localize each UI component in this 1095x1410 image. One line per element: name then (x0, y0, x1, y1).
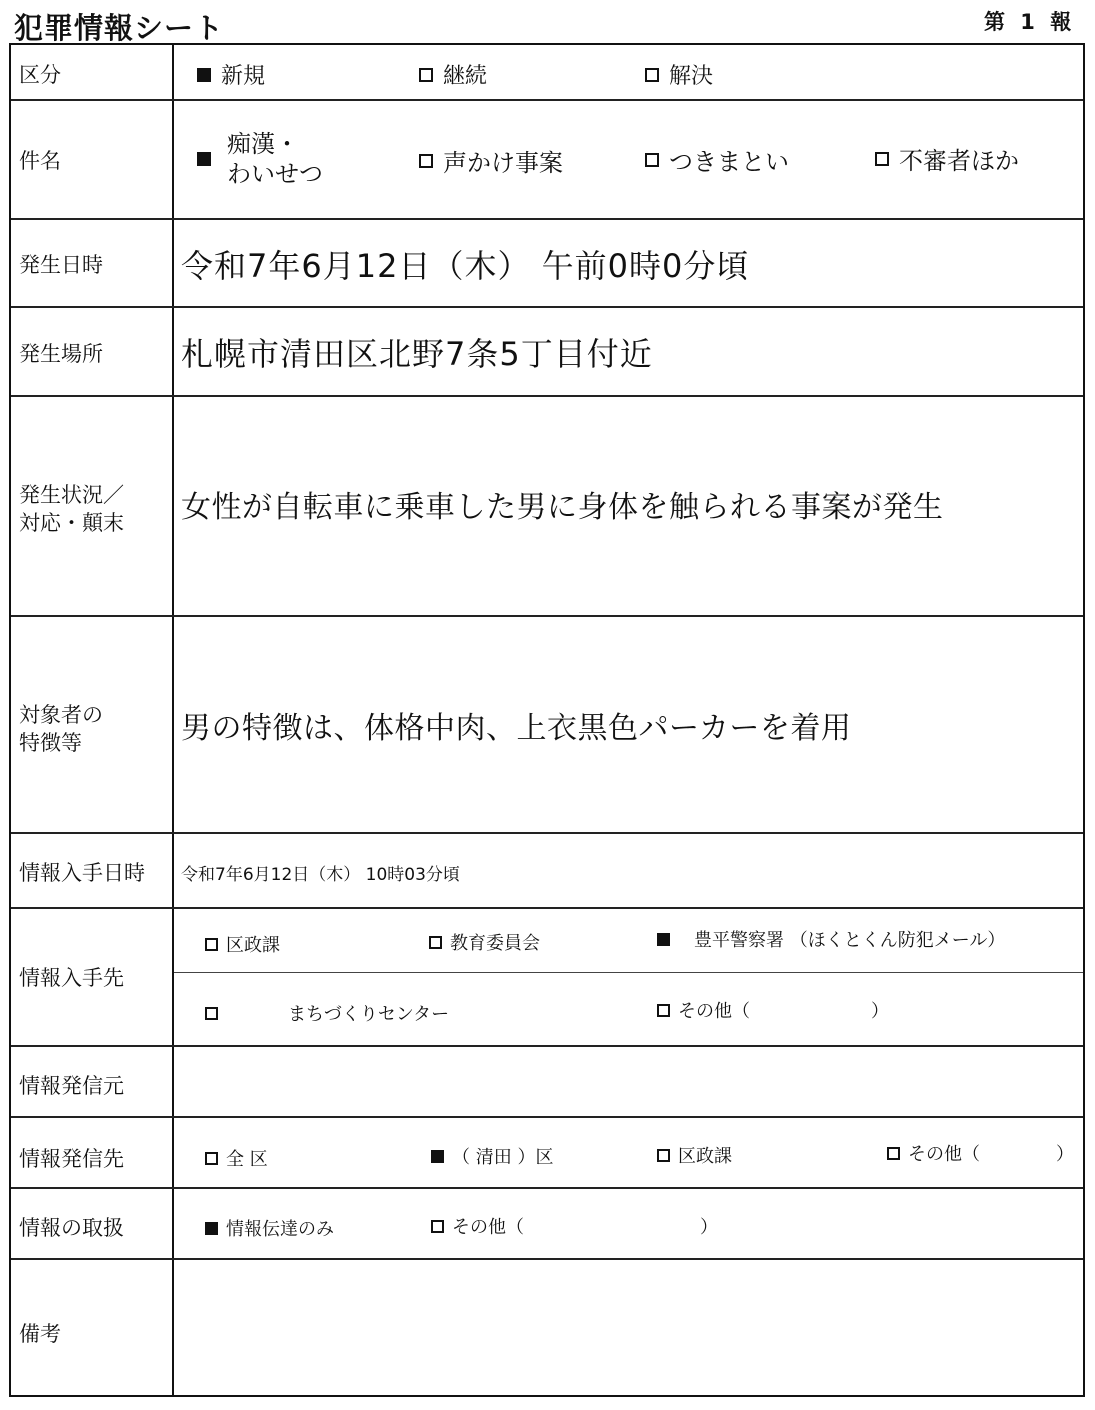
situation-label: 発生状況／ 対応・顛末 (19, 483, 124, 535)
sheet-title: 犯罪情報シート (14, 11, 225, 45)
category-option-new[interactable] (197, 59, 265, 90)
handling-option-other[interactable] (431, 1213, 718, 1239)
column-divider (172, 45, 174, 1395)
crime-info-sheet (9, 43, 1085, 1397)
checkbox-icon (429, 936, 442, 949)
checkbox-icon (657, 1149, 670, 1162)
source-option-other[interactable] (657, 997, 889, 1023)
row-divider (11, 907, 1083, 909)
source-option-community-center[interactable] (205, 1000, 449, 1026)
checkbox-checked-icon (431, 1150, 444, 1163)
checkbox-icon (645, 68, 659, 82)
remarks-label: 備考 (19, 1322, 61, 1346)
case-option-verbal-approach[interactable] (419, 143, 563, 178)
recipient-option-other[interactable] (887, 1140, 1074, 1166)
option-label: 全 区 (226, 1149, 268, 1170)
case-name-label: 件名 (19, 149, 61, 173)
option-label: 新規 (221, 64, 266, 89)
info-received-datetime-label: 情報入手日時 (19, 861, 145, 885)
checkbox-icon (875, 152, 889, 166)
recipient-option-kiyota-ward[interactable] (431, 1143, 553, 1169)
option-label: 解決 (669, 64, 714, 89)
row-divider (11, 218, 1083, 220)
row-divider (11, 1187, 1083, 1189)
option-label: その他（ (908, 1144, 980, 1165)
row-divider (11, 1116, 1083, 1118)
option-label: 痴漢・ わいせつ (227, 130, 323, 188)
category-option-solved[interactable] (645, 59, 713, 90)
option-label: 継続 (443, 64, 488, 89)
checkbox-icon (419, 68, 433, 82)
option-label: 教育委員会 (450, 933, 540, 954)
case-option-molestation[interactable] (197, 129, 323, 189)
row-divider (11, 99, 1083, 101)
checkbox-checked-icon (205, 1222, 218, 1235)
option-label: まちづくりセンター (288, 1004, 450, 1025)
case-option-stalking[interactable] (645, 142, 789, 177)
option-label: その他（ (452, 1217, 524, 1238)
report-number: 第 1 報 (984, 10, 1072, 34)
suspect-value: 男の特徴は、体格中肉、上衣黒色パーカーを着用 (181, 711, 852, 746)
option-label: つきまとい (669, 148, 789, 176)
option-label: 情報伝達のみ (226, 1219, 334, 1240)
case-option-suspicious-person[interactable] (875, 141, 1019, 176)
source-option-police[interactable] (657, 926, 1005, 952)
checkbox-icon (205, 1007, 218, 1020)
situation-value: 女性が自転車に乗車した男に身体を触られる事案が発生 (181, 490, 944, 525)
recipient-option-ward-admin[interactable] (657, 1142, 732, 1168)
option-suffix: ） (871, 1001, 889, 1022)
checkbox-icon (205, 1152, 218, 1165)
option-label: 区政課 (678, 1146, 732, 1167)
info-received-datetime-value: 令和7年6月12日（木） 10時03分頃 (181, 865, 460, 885)
category-option-continued[interactable] (419, 59, 487, 90)
option-suffix: ） (1056, 1144, 1074, 1165)
suspect-label: 対象者の 特徴等 (19, 703, 103, 755)
option-suffix: ） (700, 1217, 718, 1238)
recipient-label: 情報発信先 (19, 1147, 124, 1171)
row-divider (11, 832, 1083, 834)
datetime-value: 令和7年6月12日（木） 午前0時0分頃 (181, 247, 750, 285)
checkbox-icon (657, 1004, 670, 1017)
option-label: その他（ (678, 1001, 750, 1022)
checkbox-checked-icon (197, 68, 211, 82)
datetime-label: 発生日時 (19, 253, 103, 277)
checkbox-icon (419, 154, 433, 168)
handling-option-info-only[interactable] (205, 1215, 334, 1241)
row-divider (11, 1258, 1083, 1260)
info-source-label: 情報入手先 (19, 966, 124, 990)
row-divider (11, 1045, 1083, 1047)
recipient-option-all-wards[interactable] (205, 1145, 268, 1171)
location-value: 札幌市清田区北野7条5丁目付近 (181, 335, 653, 373)
row-divider (11, 615, 1083, 617)
row-divider (11, 395, 1083, 397)
checkbox-checked-icon (197, 152, 211, 166)
option-label: 声かけ事案 (443, 149, 563, 177)
handling-label: 情報の取扱 (19, 1216, 124, 1240)
source-option-education-board[interactable] (429, 929, 540, 955)
source-option-ward-admin[interactable] (205, 931, 280, 957)
checkbox-icon (205, 938, 218, 951)
checkbox-icon (645, 153, 659, 167)
checkbox-icon (431, 1220, 444, 1233)
row-divider (11, 306, 1083, 308)
option-label: 豊平警察署 （ほくとくん防犯メール） (694, 930, 1006, 951)
checkbox-checked-icon (657, 933, 670, 946)
category-label: 区分 (19, 63, 61, 87)
location-label: 発生場所 (19, 342, 103, 366)
sender-label: 情報発信元 (19, 1074, 124, 1098)
sub-row-divider (174, 972, 1083, 973)
option-label: （ 清田 ）区 (452, 1147, 554, 1168)
checkbox-icon (887, 1147, 900, 1160)
option-label: 区政課 (226, 935, 280, 956)
option-label: 不審者ほか (899, 147, 1019, 175)
